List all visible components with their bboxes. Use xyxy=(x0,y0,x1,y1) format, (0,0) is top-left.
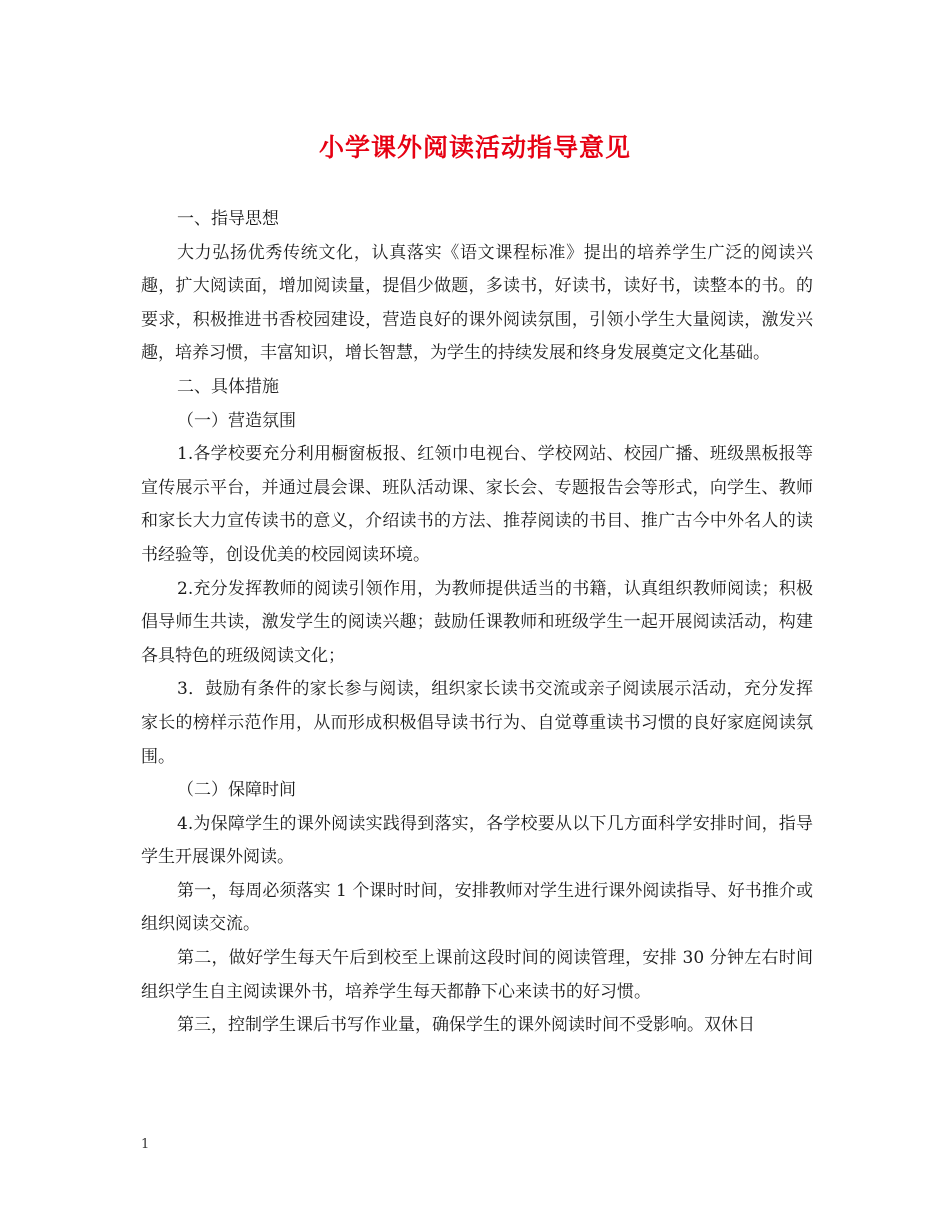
subsection-heading-atmosphere: （一）营造氛围 xyxy=(177,410,296,431)
section-heading-guiding-thought: 一、指导思想 xyxy=(177,209,279,229)
paragraph-item-2: 2.充分发挥教师的阅读引领作用，为教师提供适当的书籍，认真组织教师阅读；积极倡导师生共读，激发学生的阅读兴趣；鼓励任课教师和班级学生一起开展阅读活动，构建各具特色的班级阅读文化； xyxy=(141,578,813,666)
paragraph-guiding-thought: 大力弘扬优秀传统文化，认真落实《语文课程标准》提出的培养学生广泛的阅读兴趣，扩大阅读面，增加阅读量，提倡少做题，多读书，好读书，读好书，读整本的书。的要求，积极推进书香校园建设，营造良好的课外阅读氛围，引领小学生大量阅读，激发兴趣，培养习惯，丰富知识，增长智慧，为学生的持续发展和终身发展奠定文化基础。 xyxy=(141,242,813,364)
paragraph-third: 第三，控制学生课后书写作业量，确保学生的课外阅读时间不受影响。双休日 xyxy=(177,1015,755,1036)
section-heading-measures: 二、具体措施 xyxy=(177,376,279,397)
paragraph-item-1: 1.各学校要充分利用橱窗板报、红领巾电视台、学校网站、校园广播、班级黑板报等宣传展示平台，并通过晨会课、班队活动课、家长会、专题报告会等形式，向学生、教师和家长大力宣传读书的意义，介绍读书的方法、推荐阅读的书目、推广古今中外名人的读书经验等，创设优美的校园阅读环境。 xyxy=(141,444,813,565)
paragraph-item-4: 4.为保障学生的课外阅读实践得到落实，各学校要从以下几方面科学安排时间，指导学生开展课外阅读。 xyxy=(141,813,813,868)
document-title: 小学课外阅读活动指导意见 xyxy=(318,133,631,162)
paragraph-first: 第一，每周必须落实 1 个课时时间，安排教师对学生进行课外阅读指导、好书推介或组织阅读交流。 xyxy=(141,880,813,935)
paragraph-item-3: 3．鼓励有条件的家长参与阅读，组织家长读书交流或亲子阅读展示活动，充分发挥家长的榜样示范作用，从而形成积极倡导读书行为、自觉尊重读书习惯的良好家庭阅读氛围。 xyxy=(141,679,813,767)
paragraph-second: 第二，做好学生每天午后到校至上课前这段时间的阅读管理，安排 30 分钟左右时间组织学生自主阅读课外书，培养学生每天都静下心来读书的好习惯。 xyxy=(141,948,813,1002)
subsection-heading-time: （二）保障时间 xyxy=(177,780,296,801)
document-body xyxy=(141,203,813,1043)
page-number: 1 xyxy=(141,1137,150,1152)
